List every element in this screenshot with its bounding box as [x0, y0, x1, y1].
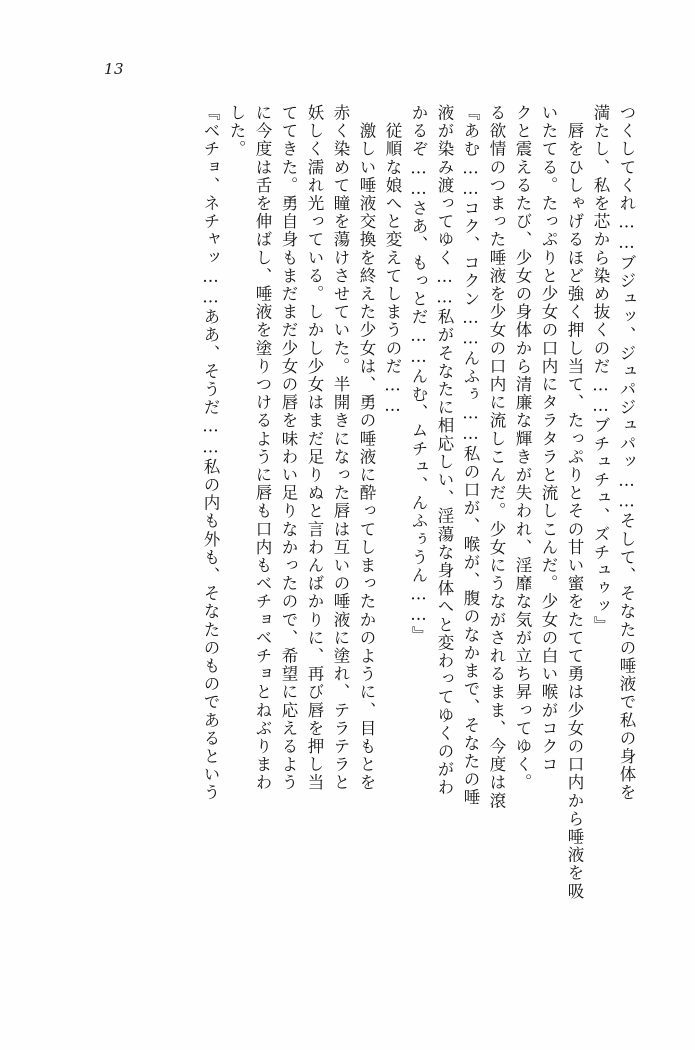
- text-column: る欲情のつまった唾液を少女の口内に流しこんだ。少女にうながされるまま、今度は滾: [487, 104, 506, 810]
- text-column: かるぞ……さあ、もっとだ……んむ、ムチュ、んふぅうん……』: [409, 104, 428, 644]
- text-column: 赤く染めて瞳を蕩けさせていた。半開きになった唇は互いの唾液に塗れ、テラテラと: [331, 104, 350, 792]
- page-number: 13: [104, 60, 125, 78]
- text-column: した。: [227, 104, 246, 159]
- vertical-text-block: [60, 104, 635, 984]
- text-column: つくしてくれ……ブジュッ、ジュパジュパッ……そして、そなたの唾液で私の身体を: [617, 104, 636, 802]
- text-column: 従順な娘へと変えてしまうのだ……: [383, 104, 402, 417]
- text-column: 激しい唾液交換を終えた少女は、勇の唾液に酔ってしまったかのように、目もとを: [357, 104, 376, 792]
- text-column: に今度は舌を伸ばし、唾液を塗りつけるように唇も口内もベチョベチョとねぶりまわ: [253, 104, 272, 792]
- text-column: 妖しく濡れ光っている。しかし少女はまだ足りぬと言わんばかりに、再び唇を押し当: [305, 104, 324, 792]
- text-column: ててきた。勇自身もまだまだ少女の唇を味わい足りなかったので、希望に応えるよう: [279, 104, 298, 792]
- text-column: 『あむ……コク、コクン……んふぅ……私の口が、喉が、腹のなかまで、そなたの唾: [461, 104, 480, 807]
- text-column: 唇をひしゃげるほど強く押し当て、たっぷりとその甘い蜜をたてて勇は少女の口内から唾液を吸: [565, 104, 584, 901]
- text-column: クと震えるたび、少女の身体から清廉な輝きが失われ、淫靡な気が立ち昇ってゆく。: [513, 104, 532, 792]
- text-column: 『ベチョ、ネチャッ……ああ、そうだ……私の内も外も、そなたのものであるという: [201, 104, 220, 802]
- text-column: 満たし、私を芯から染め抜くのだ……ブチュチュ、ズチュゥッ』: [591, 104, 610, 634]
- text-column: 液が染み渡ってゆく……私がそなたに相応しい、淫蕩な身体へと変わってゆくのがわ: [435, 104, 454, 797]
- text-column: いたてる。たっぷりと少女の口内にタラタラと流しこんだ。少女の白い喉がコクコ: [539, 104, 558, 774]
